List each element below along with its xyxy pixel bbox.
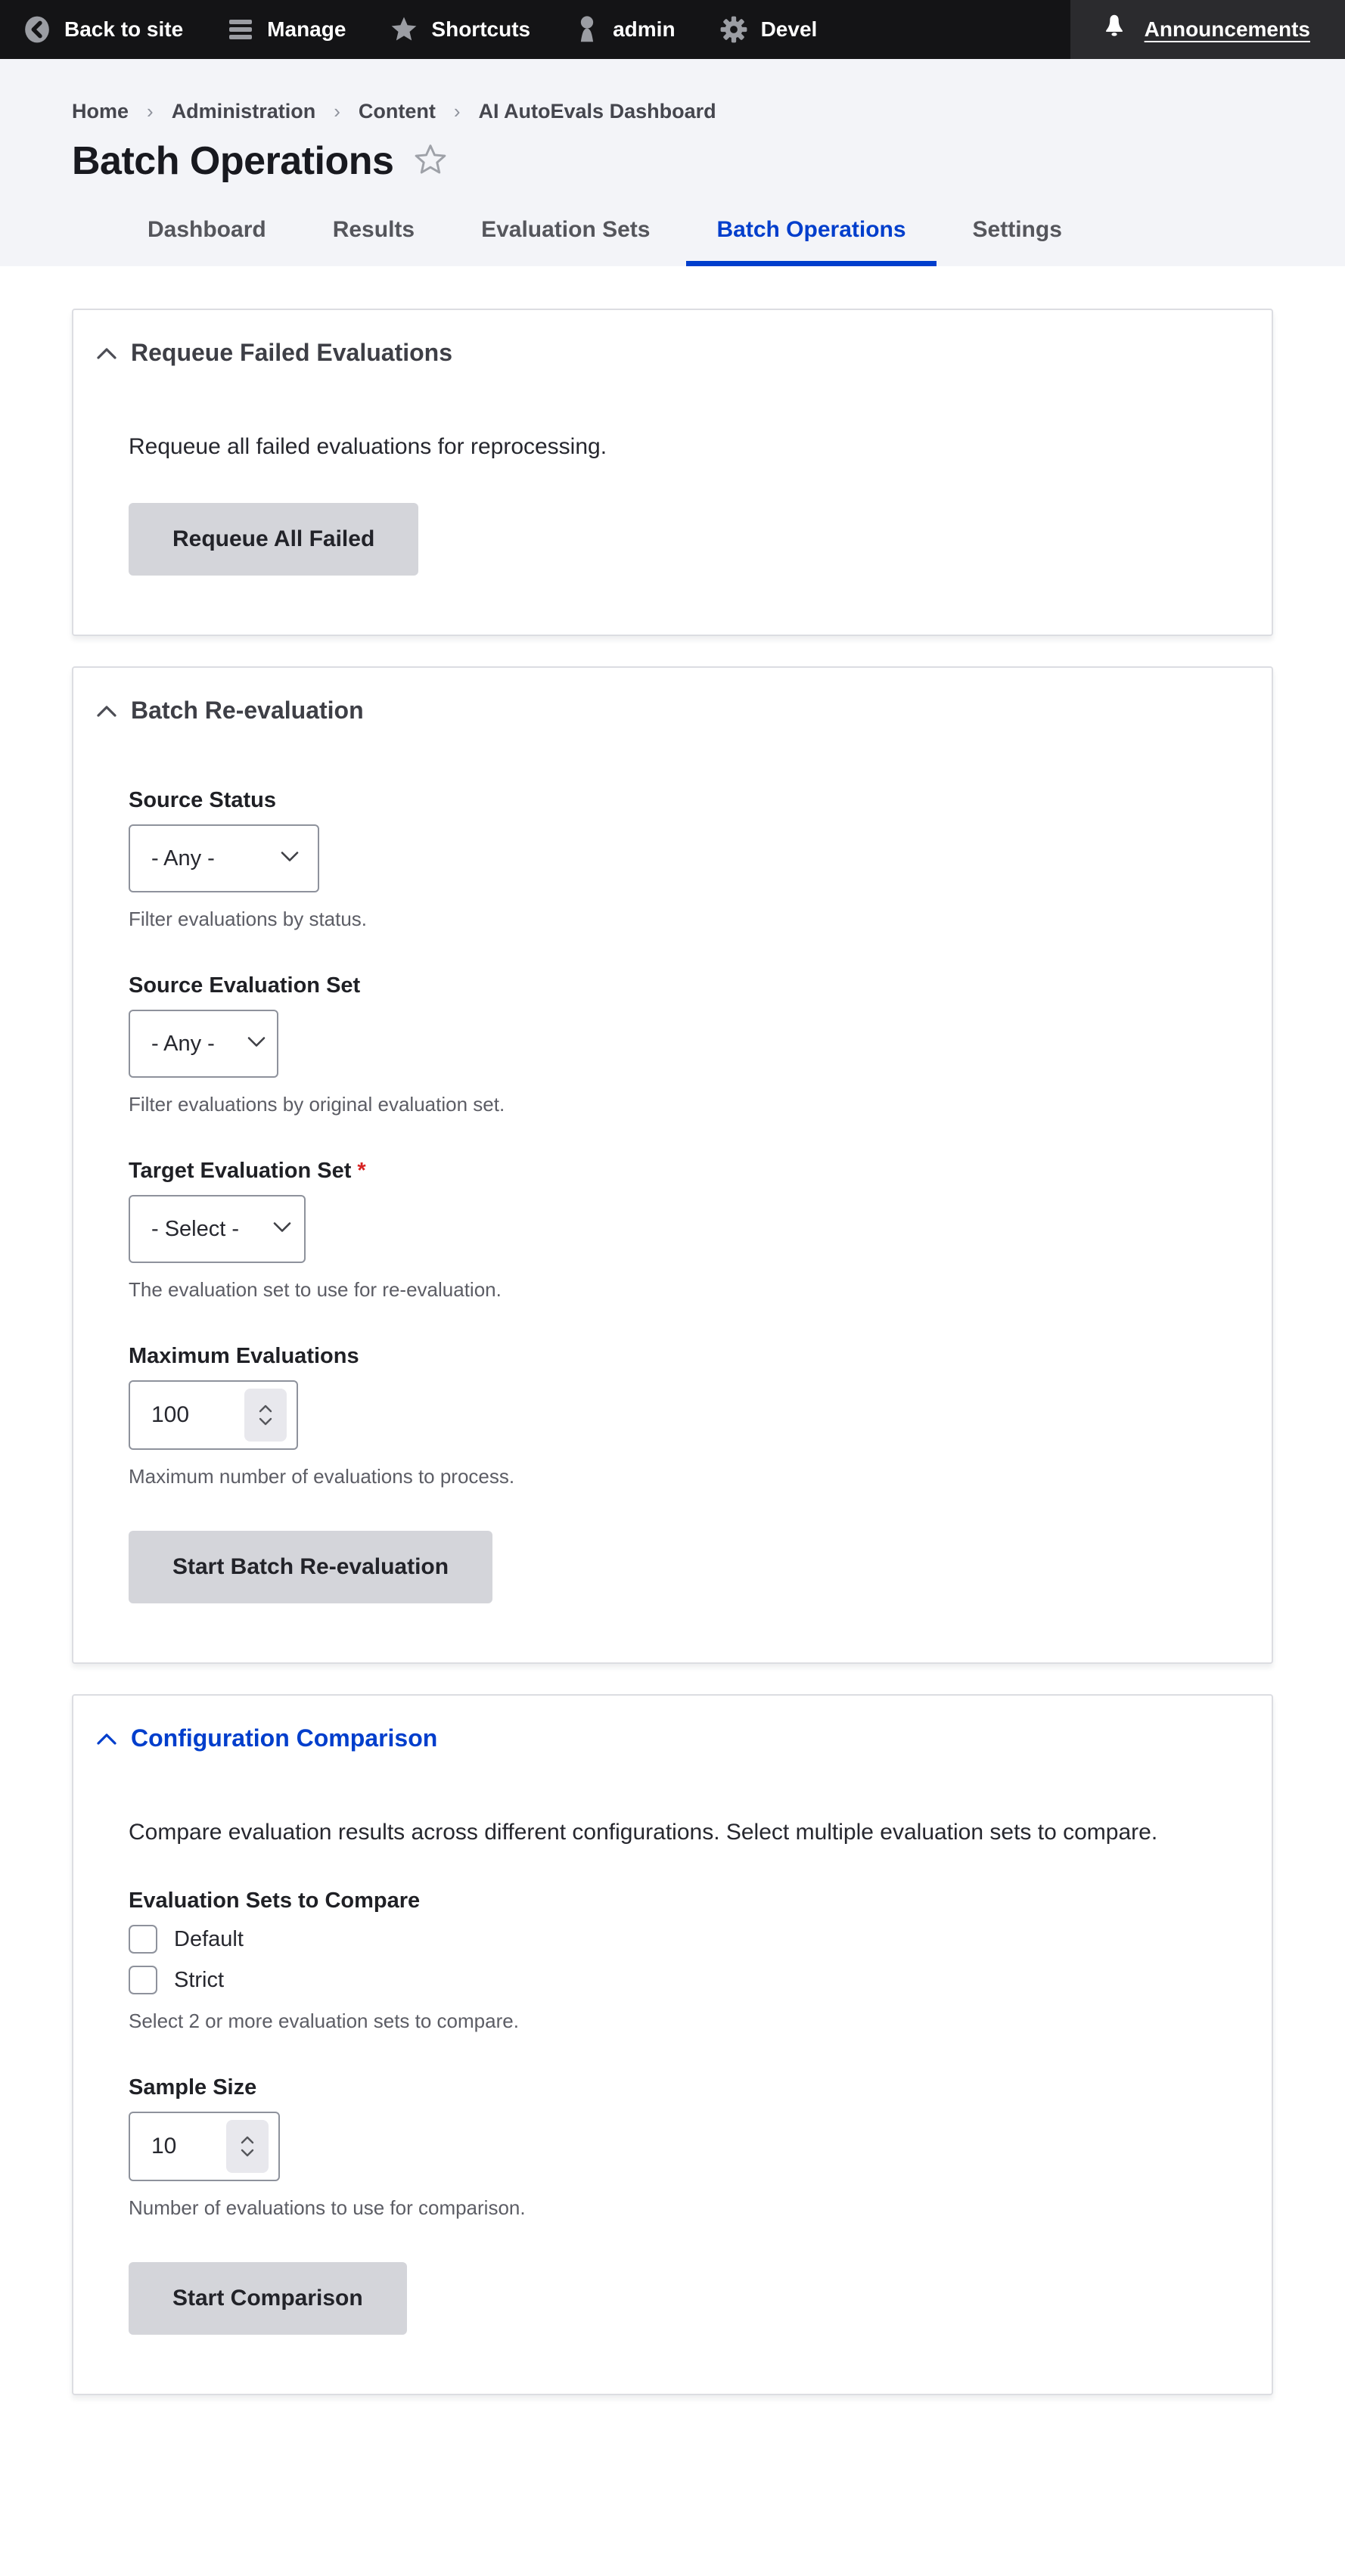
evaluation-sets-field [129,1889,1217,2033]
required-marker: * [357,1159,366,1183]
section-title: Requeue Failed Evaluations [131,339,452,366]
evaluation-sets-help: Select 2 or more evaluation sets to compare. [129,2010,519,2032]
chevron-up-icon [96,1732,117,1746]
toolbar-item-label: Manage [267,17,346,41]
section-description: Compare evaluation results across different configurations. Select multiple evaluation sets to compare. [129,1820,1158,1845]
admin-toolbar [0,0,1345,59]
number-spinner[interactable] [226,2120,269,2173]
tab-results[interactable]: Results [332,217,415,242]
chevron-up-icon [96,346,117,360]
max-evaluations-field [129,1344,1217,1488]
toolbar-item-shortcuts[interactable] [390,16,530,43]
target-evaluation-set-select[interactable] [129,1195,306,1263]
hamburger-icon [227,18,254,41]
start-comparison-button[interactable]: Start Comparison [129,2262,407,2335]
section-requeue-failed [72,309,1273,636]
user-icon [574,15,600,44]
tab-evaluation-sets[interactable]: Evaluation Sets [481,217,651,242]
source-set-help: Filter evaluations by original evaluation set. [129,1093,505,1116]
max-evaluations-label: Maximum Evaluations [129,1344,359,1368]
spinner-up-icon[interactable] [241,2136,254,2144]
section-title: Configuration Comparison [131,1724,438,1752]
toolbar-item-label: Devel [760,17,818,41]
requeue-all-failed-button[interactable]: Requeue All Failed [129,503,418,576]
spinner-down-icon[interactable] [259,1417,272,1426]
max-evaluations-help: Maximum number of evaluations to process. [129,1465,515,1488]
toolbar-menu [0,0,817,59]
checkbox-strict[interactable] [129,1966,157,1994]
tab-dashboard[interactable]: Dashboard [148,217,266,242]
section-batch-reevaluation [72,666,1273,1664]
comparison-collapse-toggle[interactable] [73,1696,1272,1752]
batch-collapse-toggle[interactable] [73,668,1272,725]
toolbar-item-label: Shortcuts [431,17,531,41]
spinner-up-icon[interactable] [259,1404,272,1413]
breadcrumb-item-dashboard[interactable]: AI AutoEvals Dashboard [478,100,716,123]
source-set-field [129,973,1217,1116]
toolbar-item-admin[interactable] [574,15,675,44]
page-title: Batch Operations [72,139,394,183]
breadcrumb-separator: › [147,100,154,123]
number-spinner[interactable] [244,1389,287,1442]
announcements-link[interactable]: Announcements [1144,17,1310,41]
requeue-collapse-toggle[interactable] [73,310,1272,367]
section-description: Requeue all failed evaluations for reprocessing. [129,434,607,459]
toolbar-announcements[interactable] [1070,0,1345,59]
breadcrumb-separator: › [453,100,461,123]
page-header [0,59,1345,266]
favorite-star-icon[interactable] [413,143,448,180]
source-evaluation-set-select[interactable] [129,1010,278,1078]
breadcrumb-item-home[interactable]: Home [72,100,129,123]
evaluation-sets-label: Evaluation Sets to Compare [129,1889,421,1913]
checkbox-row-default [129,1925,1217,1954]
source-status-select[interactable] [129,824,319,892]
sample-size-help: Number of evaluations to use for comparison. [129,2196,526,2219]
breadcrumb-item-administration[interactable]: Administration [171,100,316,123]
breadcrumb [72,100,1345,123]
toolbar-item-label: admin [613,17,676,41]
toolbar-item-back-to-site[interactable] [23,15,183,44]
tab-settings[interactable]: Settings [972,217,1062,242]
target-set-field [129,1159,1217,1302]
checkbox-strict-label[interactable]: Strict [174,1967,225,1992]
breadcrumb-separator: › [334,100,340,123]
section-configuration-comparison [72,1694,1273,2395]
source-status-field [129,788,1217,931]
target-set-help: The evaluation set to use for re-evaluation. [129,1278,502,1301]
star-icon [390,16,418,43]
section-title: Batch Re-evaluation [131,697,364,724]
chevron-up-icon [96,704,117,718]
checkbox-default[interactable] [129,1925,157,1954]
source-status-help: Filter evaluations by status. [129,908,368,930]
spinner-down-icon[interactable] [241,2149,254,2157]
gear-icon [719,15,748,44]
breadcrumb-item-content[interactable]: Content [358,100,436,123]
target-set-label: Target Evaluation Set * [129,1159,366,1183]
sample-size-label: Sample Size [129,2075,257,2100]
toolbar-item-label: Back to site [64,17,184,41]
primary-tabs [0,209,1345,266]
back-icon [23,15,51,44]
main-content [0,266,1345,2395]
source-set-label: Source Evaluation Set [129,973,361,998]
checkbox-default-label[interactable]: Default [174,1926,244,1951]
checkbox-row-strict [129,1966,1217,1994]
start-batch-reevaluation-button[interactable]: Start Batch Re-evaluation [129,1531,492,1603]
source-status-label: Source Status [129,788,276,812]
bell-icon [1101,13,1128,47]
tab-batch-operations[interactable]: Batch Operations [686,209,936,266]
toolbar-item-manage[interactable] [227,17,346,42]
sample-size-field [129,2075,1217,2220]
toolbar-item-devel[interactable] [719,15,818,44]
